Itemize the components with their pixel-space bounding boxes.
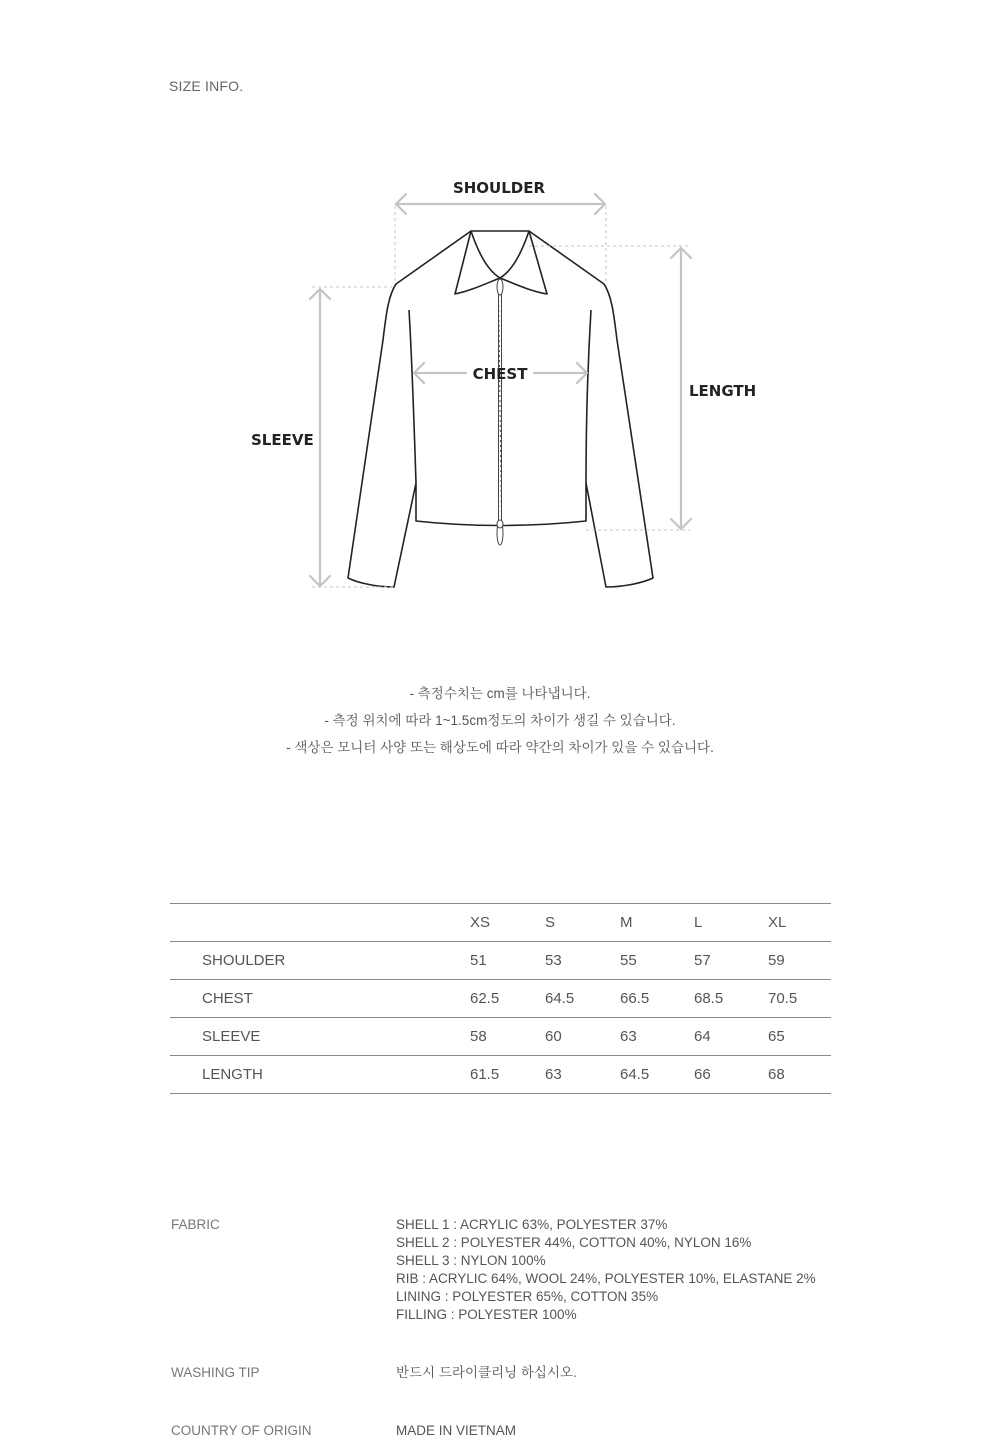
size-header: M — [620, 914, 633, 931]
washing-tip-label: WASHING TIP — [171, 1365, 260, 1380]
cell-value: 53 — [545, 952, 562, 969]
cell-value: 63 — [545, 1066, 562, 1083]
cell-value: 60 — [545, 1028, 562, 1045]
country-of-origin-label: COUNTRY OF ORIGIN — [171, 1423, 312, 1438]
country-of-origin-value: MADE IN VIETNAM — [396, 1423, 517, 1438]
cell-value: 64 — [694, 1028, 711, 1045]
fabric-line: FILLING : POLYESTER 100% — [396, 1307, 577, 1322]
table-row — [170, 1018, 831, 1056]
zipper — [497, 279, 503, 545]
table-row — [170, 942, 831, 980]
cell-value: 70.5 — [768, 990, 798, 1007]
row-label: LENGTH — [202, 1066, 263, 1083]
cell-value: 59 — [768, 952, 785, 969]
size-diagram — [0, 150, 1000, 610]
cell-value: 55 — [620, 952, 637, 969]
section-title: SIZE INFO. — [169, 78, 244, 94]
row-label: SLEEVE — [202, 1028, 261, 1045]
fabric-line: SHELL 3 : NYLON 100% — [396, 1253, 546, 1268]
header-blank — [170, 904, 470, 942]
left-sleeve-seam — [409, 310, 416, 483]
cell-value: 61.5 — [470, 1066, 500, 1083]
fabric-label: FABRIC — [171, 1217, 220, 1232]
table-row — [170, 980, 831, 1018]
washing-tip-value: 반드시 드라이클리닝 하십시오. — [396, 1365, 577, 1380]
cell-value: 58 — [470, 1028, 487, 1045]
note-line: - 측정수치는 cm를 나타냅니다. — [409, 686, 591, 701]
length-label: LENGTH — [689, 382, 757, 400]
cell-value: 63 — [620, 1028, 637, 1045]
row-label: CHEST — [202, 990, 253, 1007]
table-row — [170, 1056, 831, 1094]
size-header: XS — [470, 914, 491, 931]
size-header-row — [170, 904, 831, 942]
chest-label: CHEST — [472, 365, 528, 383]
cell-value: 62.5 — [470, 990, 500, 1007]
collar-neckline — [471, 231, 529, 278]
size-table — [170, 903, 831, 1094]
cell-value: 66.5 — [620, 990, 650, 1007]
length-arrow — [671, 248, 691, 529]
fabric-line: LINING : POLYESTER 65%, COTTON 35% — [396, 1289, 659, 1304]
cell-value: 64.5 — [620, 1066, 650, 1083]
cell-value: 57 — [694, 952, 711, 969]
size-header: XL — [768, 914, 787, 931]
shoulder-label: SHOULDER — [452, 179, 546, 197]
cell-value: 66 — [694, 1066, 711, 1083]
cell-value: 65 — [768, 1028, 785, 1045]
cell-value: 64.5 — [545, 990, 575, 1007]
sleeve-label: SLEEVE — [251, 431, 314, 449]
note-line: - 측정 위치에 따라 1~1.5cm정도의 차이가 생길 수 있습니다. — [324, 713, 676, 728]
fabric-line: SHELL 1 : ACRYLIC 63%, POLYESTER 37% — [396, 1217, 668, 1232]
fabric-line: SHELL 2 : POLYESTER 44%, COTTON 40%, NYLON 16% — [396, 1235, 752, 1250]
right-sleeve-seam — [586, 310, 591, 483]
fabric-composition — [396, 1216, 816, 1324]
size-header: S — [545, 914, 556, 931]
size-header: L — [694, 914, 703, 931]
note-line: - 색상은 모니터 사양 또는 해상도에 따라 약간의 차이가 있을 수 있습니다. — [286, 740, 714, 755]
cell-value: 51 — [470, 952, 487, 969]
cell-value: 68 — [768, 1066, 785, 1083]
shoulder-arrow — [396, 194, 605, 214]
fabric-line: RIB : ACRYLIC 64%, WOOL 24%, POLYESTER 10%, ELASTANE 2% — [396, 1271, 816, 1286]
cell-value: 68.5 — [694, 990, 724, 1007]
measurement-notes — [0, 680, 1000, 761]
row-label: SHOULDER — [202, 952, 286, 969]
